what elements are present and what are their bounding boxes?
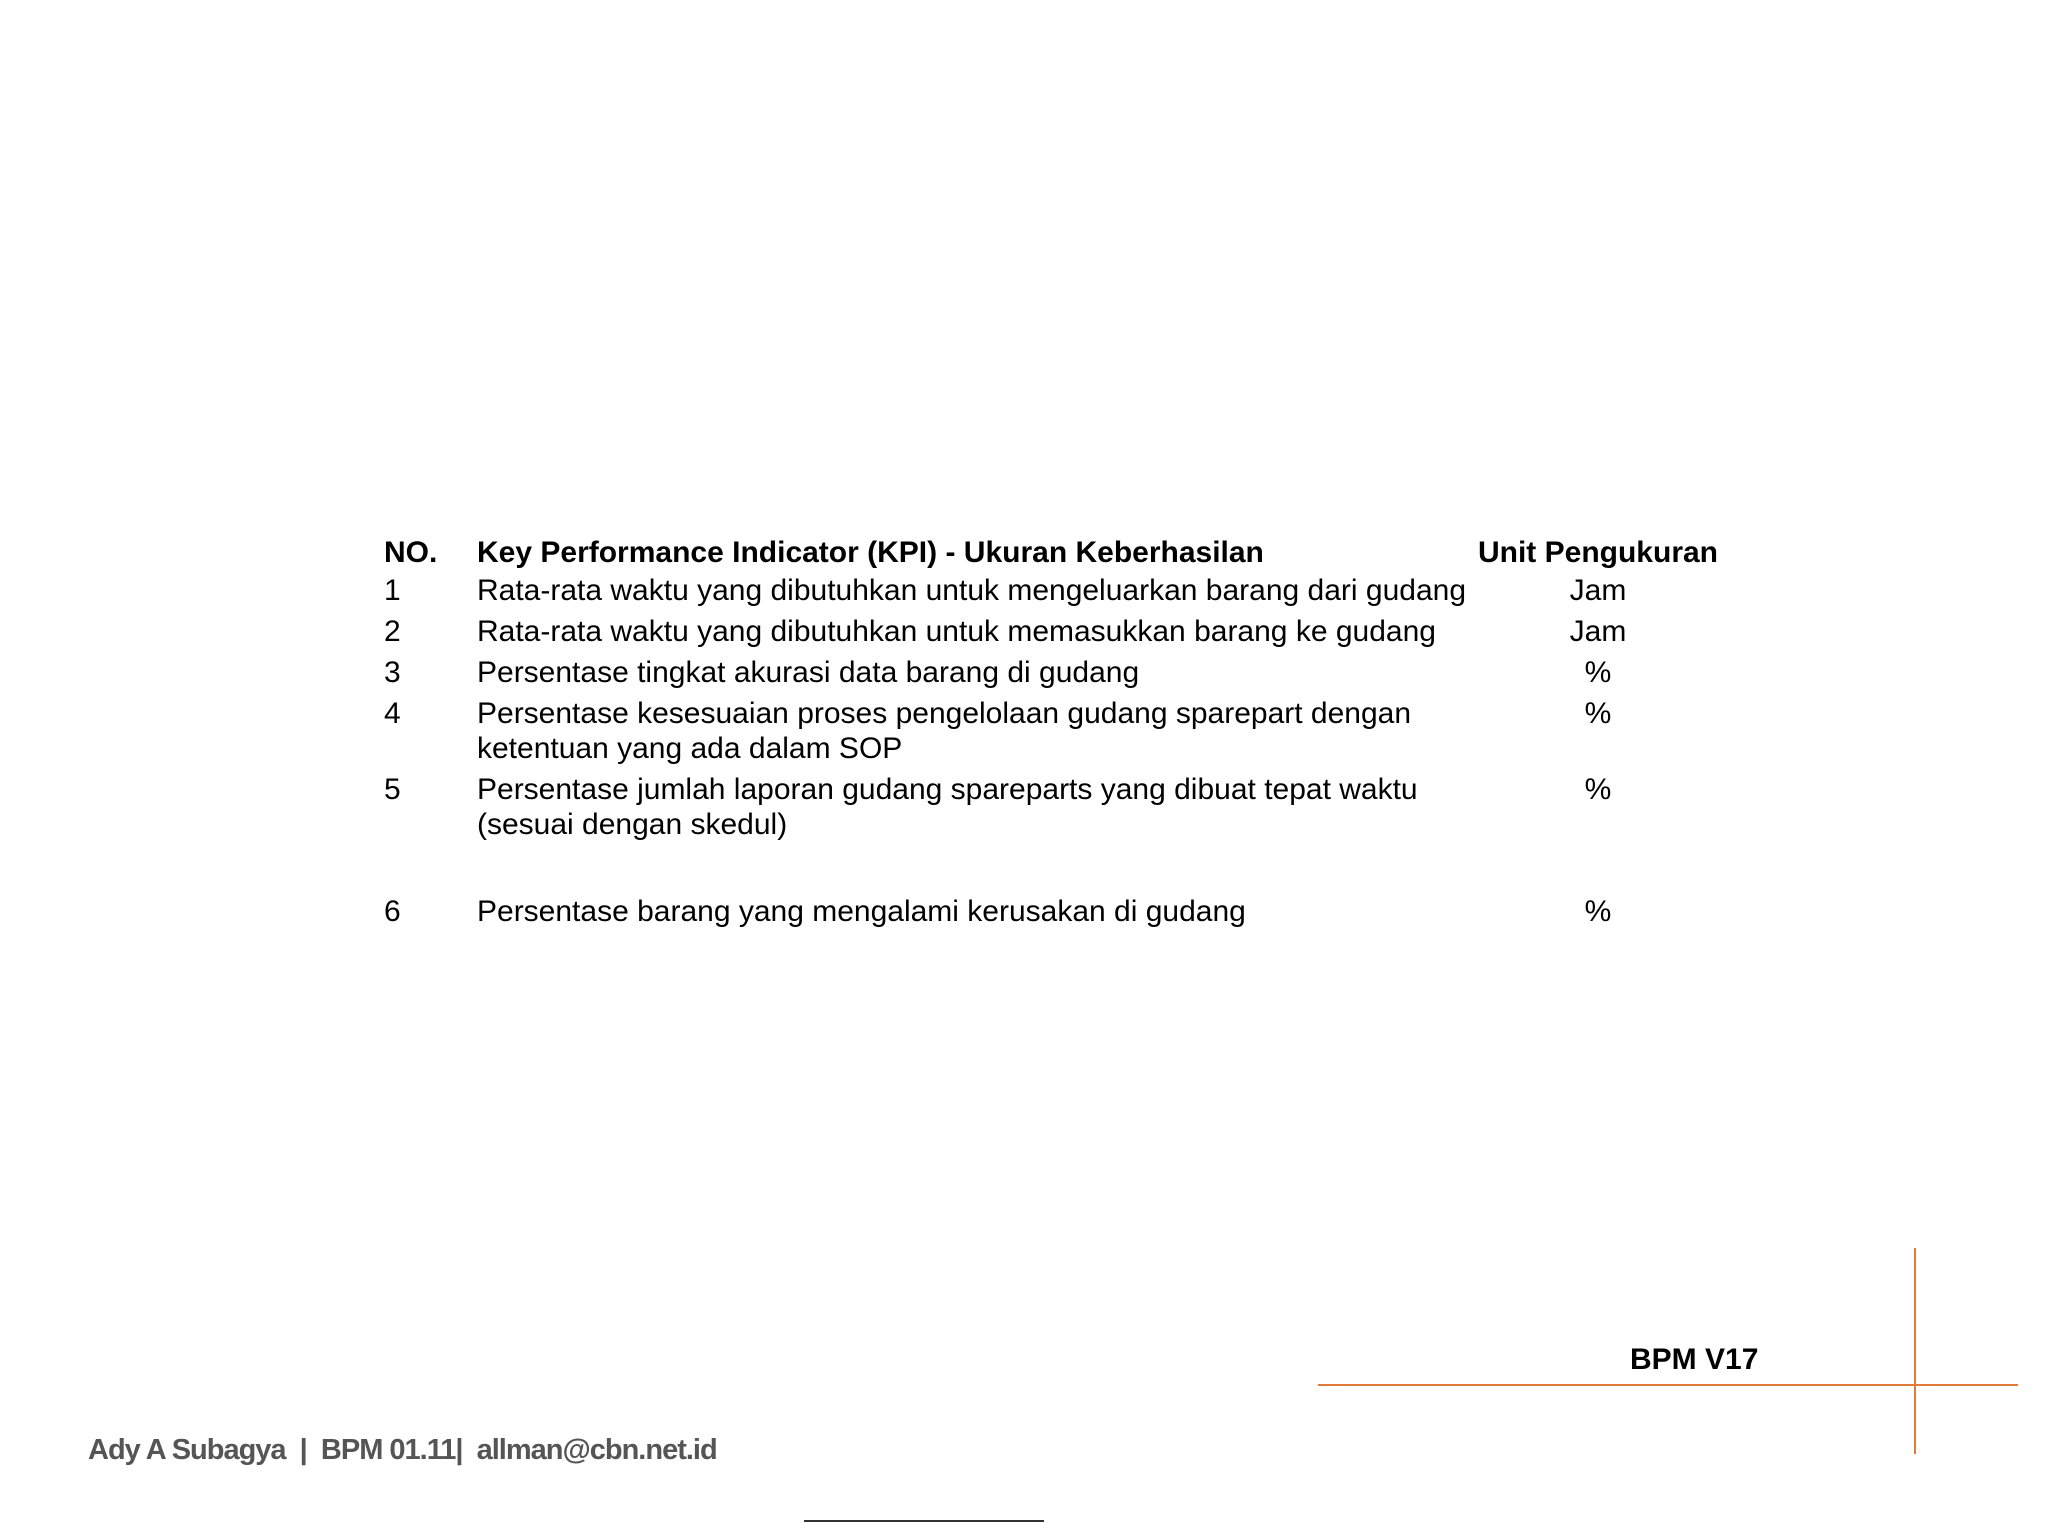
row-unit: % — [1584, 773, 1612, 806]
table-row — [384, 655, 1704, 690]
row-kpi: Rata-rata waktu yang dibutuhkan untuk mengeluarkan barang dari gudang — [477, 574, 1467, 607]
row-no: 6 — [384, 895, 401, 928]
header-unit: Unit Pengukuran — [1477, 536, 1718, 569]
row-no: 5 — [384, 773, 401, 806]
row-unit: % — [1584, 697, 1612, 730]
row-no: 2 — [384, 615, 401, 648]
row-unit: Jam — [1569, 574, 1627, 607]
row-unit: % — [1584, 656, 1612, 689]
table-row — [384, 614, 1704, 649]
row-no: 3 — [384, 656, 401, 689]
header-no: NO. — [384, 536, 438, 569]
kpi-table — [384, 535, 1718, 935]
row-unit: % — [1584, 895, 1612, 928]
table-row — [384, 894, 1704, 929]
table-header — [384, 535, 1718, 573]
row-kpi: Persentase barang yang mengalami kerusakan di gudang — [477, 895, 1246, 928]
row-unit: Jam — [1569, 615, 1627, 648]
row-no: 4 — [384, 697, 401, 730]
bottom-rule — [804, 1520, 1044, 1522]
row-kpi: Persentase tingkat akurasi data barang di gudang — [477, 656, 1140, 689]
document-version-label: BPM V17 — [1630, 1343, 1759, 1376]
table-row — [384, 772, 1704, 842]
row-kpi: Persentase jumlah laporan gudang spareparts yang dibuat tepat waktu (sesuai dengan skedul) — [477, 773, 1418, 841]
footer-divider-horizontal — [1318, 1384, 2018, 1386]
footer-divider-vertical — [1914, 1248, 1916, 1454]
table-row — [384, 696, 1704, 766]
author-info: Ady A Subagya | BPM 01.11| allman@cbn.net.id — [88, 1434, 717, 1466]
row-kpi: Persentase kesesuaian proses pengelolaan gudang sparepart dengan ketentuan yang ada dalam SOP — [477, 697, 1412, 765]
table-row — [384, 573, 1704, 608]
header-kpi: Key Performance Indicator (KPI) - Ukuran Keberhasilan — [477, 536, 1264, 569]
row-no: 1 — [384, 574, 401, 607]
row-kpi: Rata-rata waktu yang dibutuhkan untuk memasukkan barang ke gudang — [477, 615, 1436, 648]
